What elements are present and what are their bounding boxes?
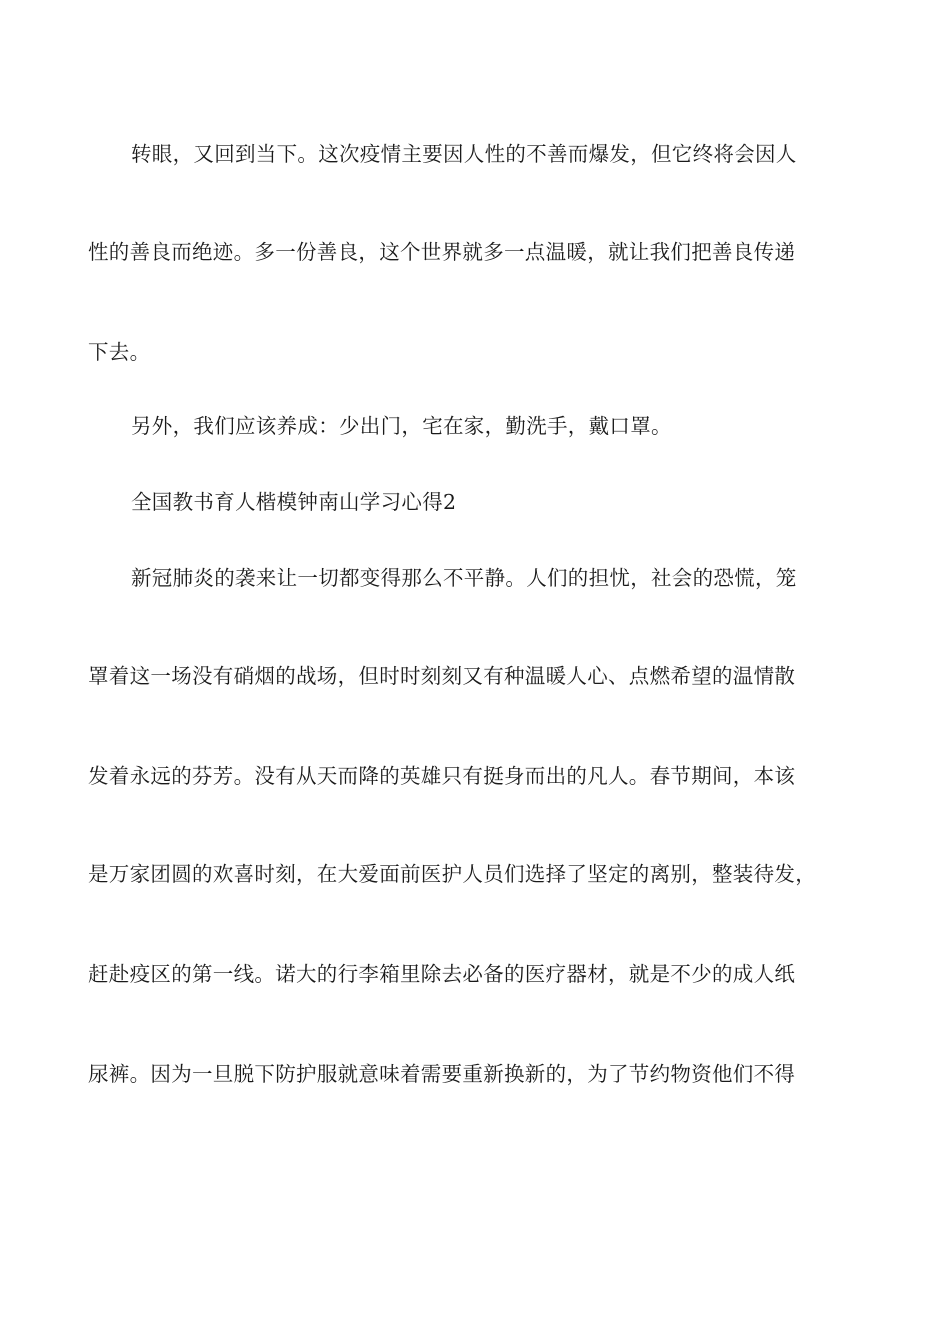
paragraph-line: 新冠肺炎的袭来让一切都变得那么不平静。人们的担忧，社会的恐慌，笼 — [131, 566, 797, 590]
paragraph-line: 下去。 — [88, 340, 151, 364]
paragraph-line: 罩着这一场没有硝烟的战场，但时时刻刻又有种温暖人心、点燃希望的温情散 — [88, 664, 796, 688]
paragraph-line: 性的善良而绝迹。多一份善良，这个世界就多一点温暖，就让我们把善良传递 — [88, 240, 796, 264]
paragraph-line: 转眼，又回到当下。这次疫情主要因人性的不善而爆发，但它终将会因人 — [131, 142, 797, 166]
paragraph-line: 赶赴疫区的第一线。诺大的行李箱里除去必备的医疗器材，就是不少的成人纸 — [88, 962, 796, 986]
paragraph-line: 另外，我们应该养成：少出门，宅在家，勤洗手，戴口罩。 — [131, 414, 672, 438]
paragraph-line: 尿裤。因为一旦脱下防护服就意味着需要重新换新的，为了节约物资他们不得 — [88, 1062, 796, 1086]
section-heading: 全国教书育人楷模钟南山学习心得2 — [131, 490, 457, 514]
paragraph-line: 是万家团圆的欢喜时刻，在大爱面前医护人员们选择了坚定的离别，整装待发， — [88, 862, 816, 886]
paragraph-line: 发着永远的芬芳。没有从天而降的英雄只有挺身而出的凡人。春节期间，本该 — [88, 764, 796, 788]
